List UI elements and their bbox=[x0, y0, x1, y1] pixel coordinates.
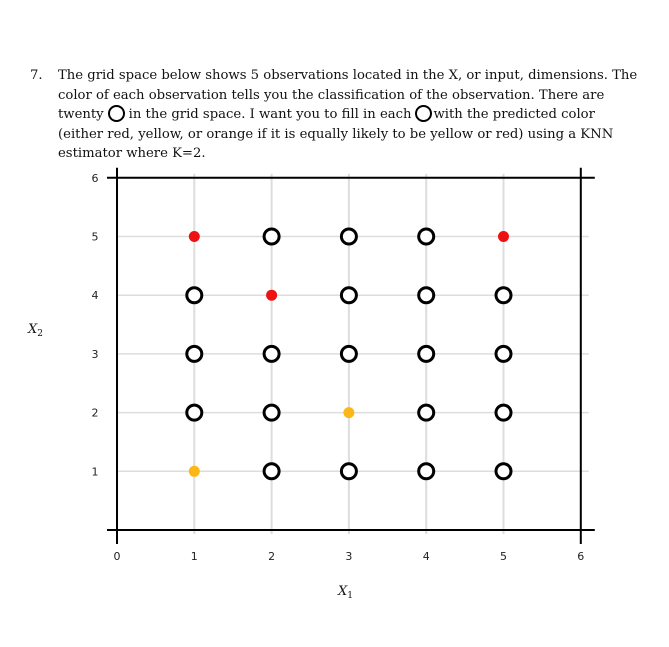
y-tick-label: 4 bbox=[91, 289, 99, 303]
unlabeled-point-circle bbox=[496, 405, 511, 420]
unlabeled-point-circle bbox=[419, 346, 434, 361]
unlabeled-point-circle bbox=[264, 464, 279, 479]
question-text-part2: in the grid space. I want you to fill in each bbox=[128, 107, 412, 122]
unlabeled-point-circle bbox=[187, 288, 202, 303]
y-tick-label: 5 bbox=[91, 230, 99, 244]
unlabeled-point-circle bbox=[341, 229, 356, 244]
x-tick-label: 4 bbox=[422, 550, 430, 563]
yellow-observation-point bbox=[343, 407, 354, 418]
unlabeled-point-circle bbox=[187, 405, 202, 420]
unlabeled-point-circle bbox=[341, 464, 356, 479]
unlabeled-point-circle bbox=[264, 346, 279, 361]
y-tick-label: 1 bbox=[91, 465, 99, 479]
unlabeled-point-circle bbox=[419, 229, 434, 244]
unlabeled-point-circle bbox=[496, 346, 511, 361]
y-tick-label: 6 bbox=[91, 171, 99, 185]
unlabeled-point-circle bbox=[341, 288, 356, 303]
unlabeled-point-circle bbox=[264, 229, 279, 244]
x-tick-label: 5 bbox=[500, 550, 507, 563]
x-tick-label: 6 bbox=[577, 550, 585, 563]
unlabeled-point-circle bbox=[419, 464, 434, 479]
x-tick-label: 1 bbox=[190, 550, 198, 563]
unlabeled-point-circle bbox=[496, 288, 511, 303]
y-tick-label: 3 bbox=[91, 347, 99, 361]
unlabeled-point-circle bbox=[419, 405, 434, 420]
unlabeled-point-circle bbox=[264, 405, 279, 420]
unlabeled-point-circle bbox=[496, 464, 511, 479]
question-text-part3: with the predicted color (either red, yellow, or orange if it is equally likely to be yellow or red) using a KNN estimator where K=2. bbox=[58, 107, 614, 161]
red-observation-point bbox=[189, 231, 200, 242]
x-tick-label: 3 bbox=[345, 550, 353, 563]
question-text-part1: The grid space below shows 5 observations located in the X, or input, dimensions. The color of each observation tells you the classification of the observation. There are twenty bbox=[58, 68, 638, 122]
tick-labels bbox=[92, 172, 585, 563]
yellow-observation-point bbox=[189, 466, 200, 477]
red-observation-point bbox=[498, 231, 509, 242]
x-axis-label: $X_1$ bbox=[338, 584, 353, 601]
x-tick-label: 2 bbox=[268, 550, 276, 563]
unlabeled-point-circle bbox=[187, 346, 202, 361]
y-axis-label: $X_2$ bbox=[28, 322, 43, 339]
x-tick-label: 0 bbox=[113, 550, 121, 563]
y-tick-label: 2 bbox=[91, 406, 99, 420]
question-number: 7. bbox=[30, 68, 43, 83]
red-observation-point bbox=[266, 290, 277, 301]
unlabeled-point-circle bbox=[419, 288, 434, 303]
unlabeled-point-circle bbox=[341, 346, 356, 361]
